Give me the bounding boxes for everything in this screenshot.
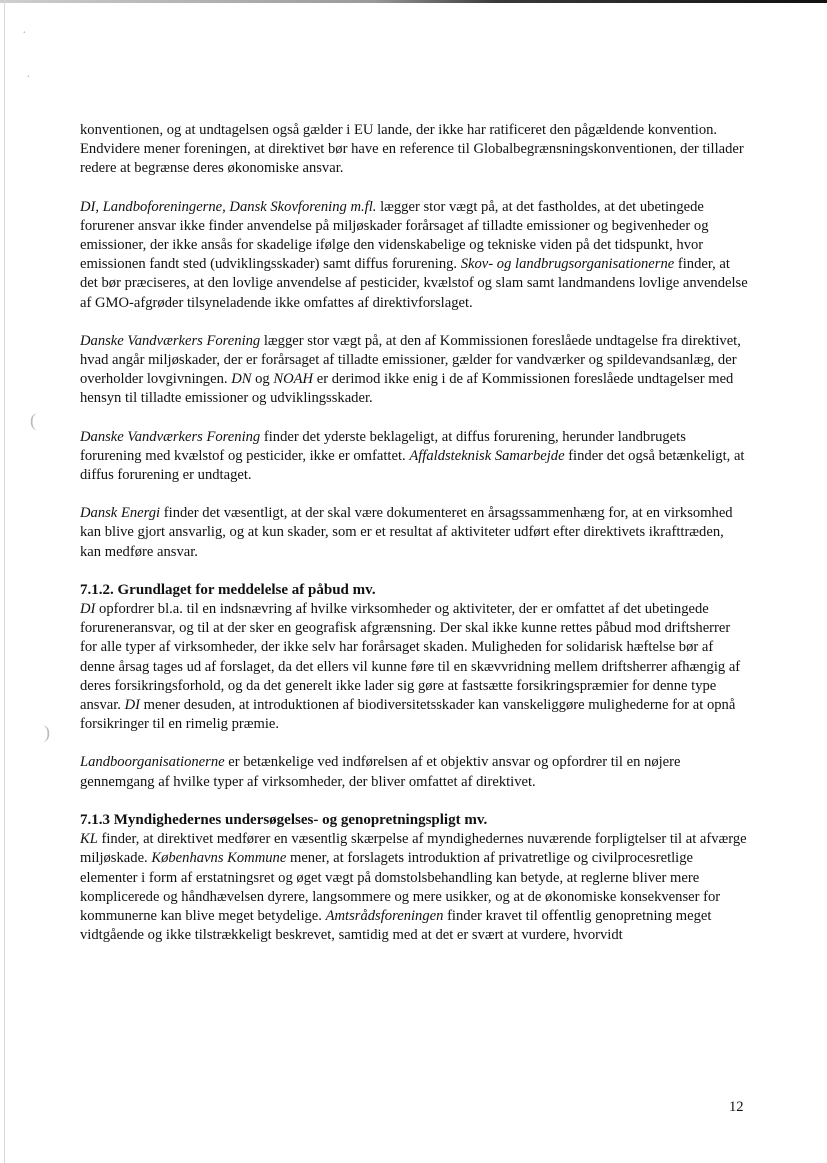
document-body — [80, 121, 748, 964]
organisation-name: Danske Vandværkers Forening — [80, 428, 261, 445]
section-heading: 7.1.3 Myndighedernes undersøgelses- og genopretningspligt mv. — [80, 811, 488, 828]
organisation-name: DI, Landboforeningerne, Dansk Skovforening m.fl. — [80, 198, 377, 215]
organisation-name: NOAH — [273, 371, 314, 388]
text-run: finder, at det bør præciseres, at den lovlige anvendelse af pesticider, kvælstof og slam samt landmandens lovlige anvendelse af GMO-afgrøder tilsyneladende ikke omfattes af direktivforslaget. — [80, 256, 748, 311]
paragraph — [80, 600, 748, 734]
organisation-name: Danske Vandværkers Forening — [80, 332, 261, 349]
text-run: mener desuden, at introduktionen af biodiversitetsskader kan vanskeliggøre mulighederne for at opnå forsikringer til en rimelig præmie. — [80, 697, 736, 733]
text-run: mener, at forslagets introduktion af privatretlige og civilprocesretlige elementer i form af erstatningsret og øget vægt på domstolsbehandling kan betyde, at reglerne bliver mere komplicerede og håndhævelsen dyrere, langsommere og mere usikker, og at de økonomiske konsekvenser for kommunerne kan blive meget betydelige. — [80, 850, 721, 924]
paragraph — [80, 121, 748, 179]
paragraph — [80, 830, 748, 945]
text-run: finder kravet til offentlig genopretning meget vidtgående og ikke tilstrækkeligt beskrevet, samtidig med at det er svært at vurdere, hvorvidt — [80, 907, 712, 944]
paragraph — [80, 504, 748, 562]
text-run: finder det yderste beklageligt, at diffus forurening, herunder landbrugets forurening med kvælstof og pesticider, ikke er omfattet. — [80, 428, 686, 464]
paragraph — [80, 428, 748, 486]
page-number: 12 — [729, 1099, 744, 1115]
text-run: opfordrer bl.a. til en indsnævring af hvilke virksomheder og aktiviteter, der er omfattet af det ubetingede forureneransvar, og til at der sker en geografisk afgrænsning. Der skal ikke kunne rettes påbud mod driftsherrer for alle typer af virksomheder, der ikke selv har forårsaget skaden. Muligheden for solidarisk hæftelse bør af denne årsag tages ud af forslaget, da det ellers vil kunne føre til en skævvridning mellem driftsherrer afhængig af deres forsikringsforhold, og da det generelt ikke lader sig gøre at fastsætte forsikringspræmier for denne type ansvar. — [80, 601, 741, 714]
organisation-name: Amtsrådsforeningen — [325, 907, 444, 924]
organisation-name: Landboorganisationerne — [80, 754, 225, 771]
scan-left-edge — [4, 0, 5, 1163]
section-heading: 7.1.2. Grundlaget for meddelelse af påbud mv. — [80, 581, 376, 598]
text-run: er betænkelige ved indførelsen af et objektiv ansvar og opfordrer til en nøjere gennemgang af hvilke typer af virksomheder, der bliver omfattet af direktivet. — [80, 754, 681, 790]
text-run: lægger stor vægt på, at det fastholdes, at det ubetingede forurener ansvar ikke finder anvendelse på miljøskader forårsaget af tilladte emissioner og begivenheder og emissioner, der ikke ansås for skadelige ifølge den videnskabelige og tekniske viden på det tidspunkt, hvor emissionen fandt sted (udviklingsskader) samt diffus forurening. — [80, 198, 709, 273]
text-run: lægger stor vægt på, at den af Kommissionen foreslåede undtagelse fra direktivet, hvad angår miljøskader, der er forårsaget af tilladte emissioner, gælder for vandværker og spildevandsanlæg, der overholder lovgivningen. — [80, 332, 741, 388]
text-run: finder, at direktivet medfører en væsentlig skærpelse af myndighedernes nuværende forpligtelser til at afværge miljøskade. — [80, 831, 747, 867]
organisation-name: Københavns Kommune — [151, 850, 287, 867]
scan-mark: ) — [44, 722, 50, 742]
scan-speck: · — [26, 70, 31, 85]
text-run: er derimod ikke enig i de af Kommissionen foreslåede undtagelser med hensyn til tilladte emissioner og udviklingsskader. — [80, 371, 734, 407]
scan-top-edge — [0, 0, 827, 3]
scan-speck: · — [22, 26, 27, 41]
paragraph — [80, 198, 748, 313]
text-run: finder det også betænkeligt, at diffus forurening er undtaget. — [80, 447, 745, 484]
text-run: finder det væsentligt, at der skal være dokumenteret en årsagssammenhæng for, at en virksomhed kan blive gjort ansvarlig, og at kun skader, som er et resultat af aktiviteter udført efter direktivets ikrafttræden, kan medføre ansvar. — [80, 505, 733, 560]
scan-mark: ( — [30, 410, 36, 430]
organisation-name: Skov- og landbrugsorganisationerne — [460, 256, 675, 273]
organisation-name: DI — [124, 697, 140, 714]
paragraph — [80, 753, 748, 791]
paragraph — [80, 332, 748, 409]
text-run: og — [251, 371, 274, 388]
organisation-name: DI — [80, 601, 96, 618]
organisation-name: KL — [80, 831, 98, 848]
organisation-name: Dansk Energi — [80, 505, 161, 522]
organisation-name: Affaldsteknisk Samarbejde — [409, 447, 565, 464]
organisation-name: DN — [231, 371, 252, 388]
text-run: konventionen, og at undtagelsen også gælder i EU lande, der ikke har ratificeret den pågældende konvention. Endvidere mener foreningen, at direktivet bør have en reference til Globalbegrænsningskonventionen, der tillader redere at begrænse deres økonomiske ansvar. — [80, 122, 744, 177]
